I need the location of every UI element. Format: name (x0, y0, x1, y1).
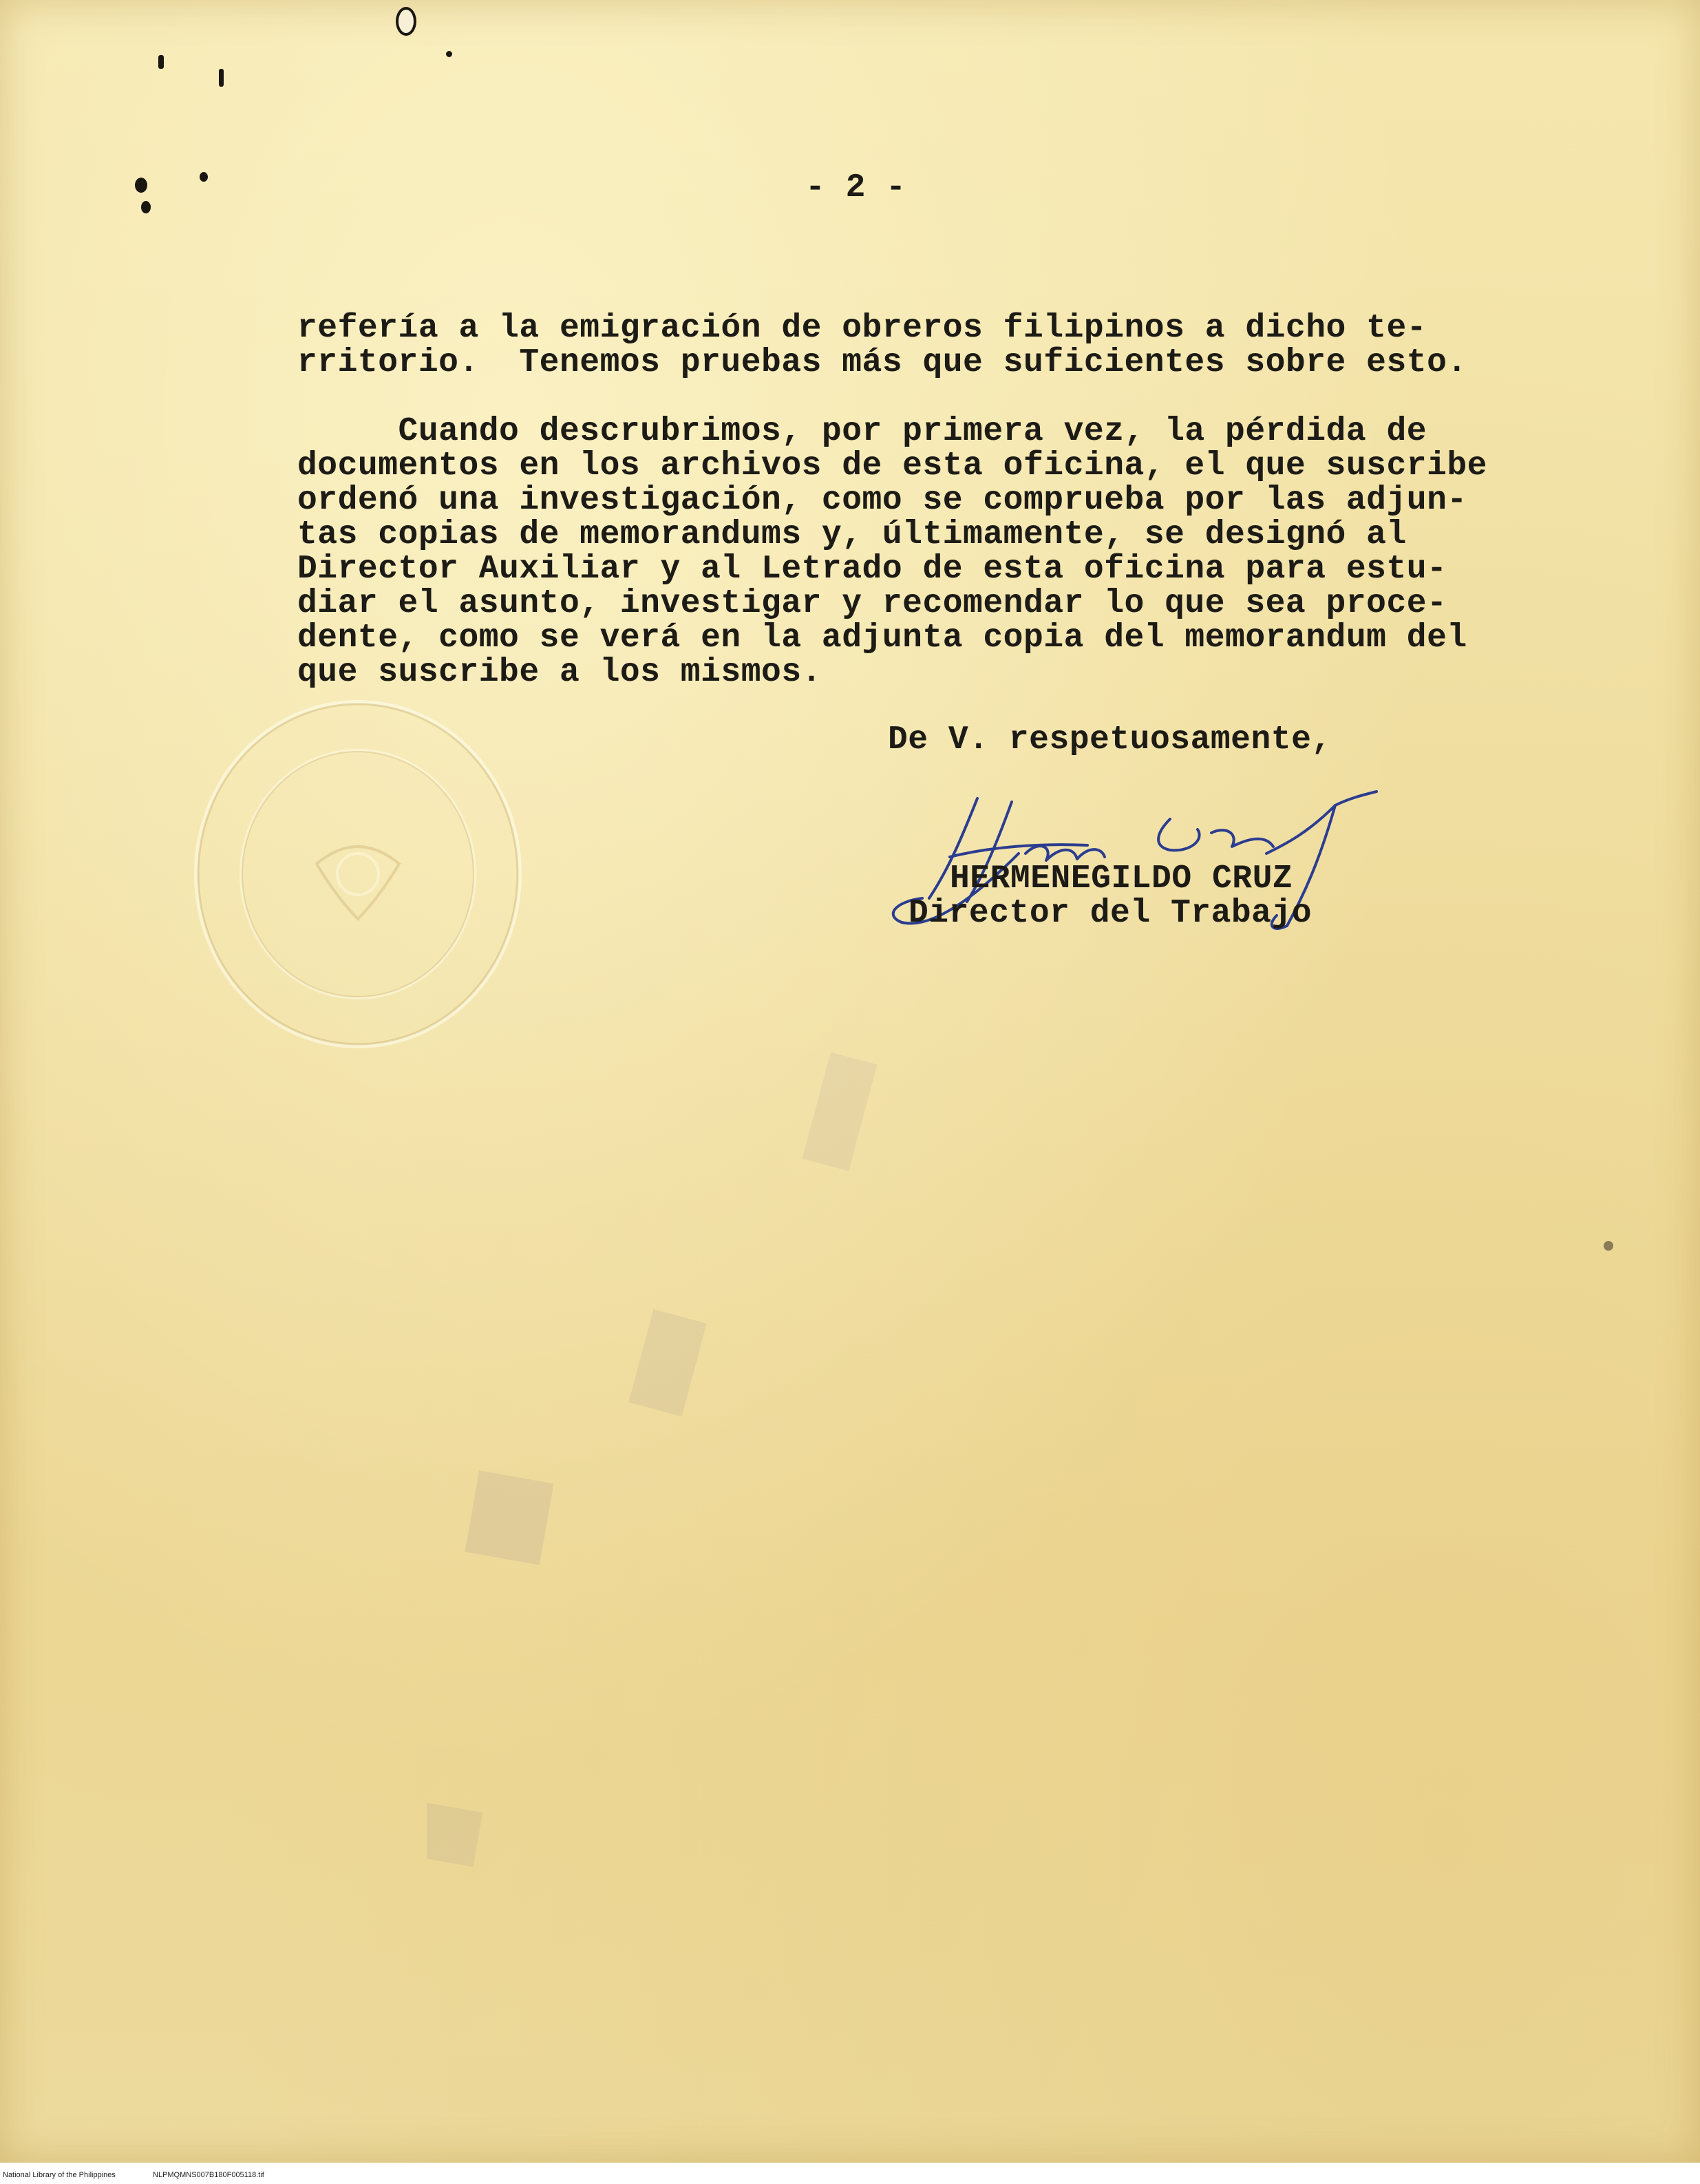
reverse-stamp-ghost (427, 1032, 977, 1927)
body-text-line: ordenó una investigación, como se comprueba por las adjun- (297, 482, 1467, 519)
body-text-line: dente, como se verá en la adjunta copia del memorandum del (297, 619, 1467, 657)
body-text-line: rritorio. Tenemos pruebas más que suficientes sobre esto. (297, 344, 1467, 381)
footer-file-id: NLPMQMNS007B180F005118.tif (153, 2171, 264, 2179)
ink-speck (219, 69, 224, 87)
page-number: - 2 - (805, 169, 906, 206)
ink-speck (158, 55, 164, 69)
body-text-line: que suscribe a los mismos. (297, 654, 822, 691)
embossed-seal (186, 692, 530, 1057)
ink-speck (1604, 1241, 1613, 1251)
signer-title: Director del Trabajo (909, 895, 1313, 932)
signer-name: HERMENEGILDO CRUZ (950, 860, 1293, 898)
footer-archive-label: National Library of the Philippines (3, 2171, 116, 2179)
body-text-line: Cuando descrubrimos, por primera vez, la pérdida de (297, 413, 1427, 450)
body-text-line: diar el asunto, investigar y recomendar lo que sea proce- (297, 585, 1447, 622)
ink-speck (141, 201, 151, 213)
body-text-line: Director Auxiliar y al Letrado de esta oficina para estu- (297, 551, 1447, 588)
body-text-line: tas copias de memorandums y, últimamente, se designó al (297, 516, 1407, 553)
closing-salutation: De V. respetuosamente, (888, 721, 1332, 759)
body-text-line: refería a la emigración de obreros filipinos a dicho te- (297, 310, 1427, 347)
ink-speck (200, 172, 208, 182)
ink-speck (135, 178, 147, 193)
ink-speck (446, 51, 452, 57)
pin-hole-mark (396, 7, 416, 36)
body-text-line: documentos en los archivos de esta oficina, el que suscribe (297, 447, 1487, 485)
